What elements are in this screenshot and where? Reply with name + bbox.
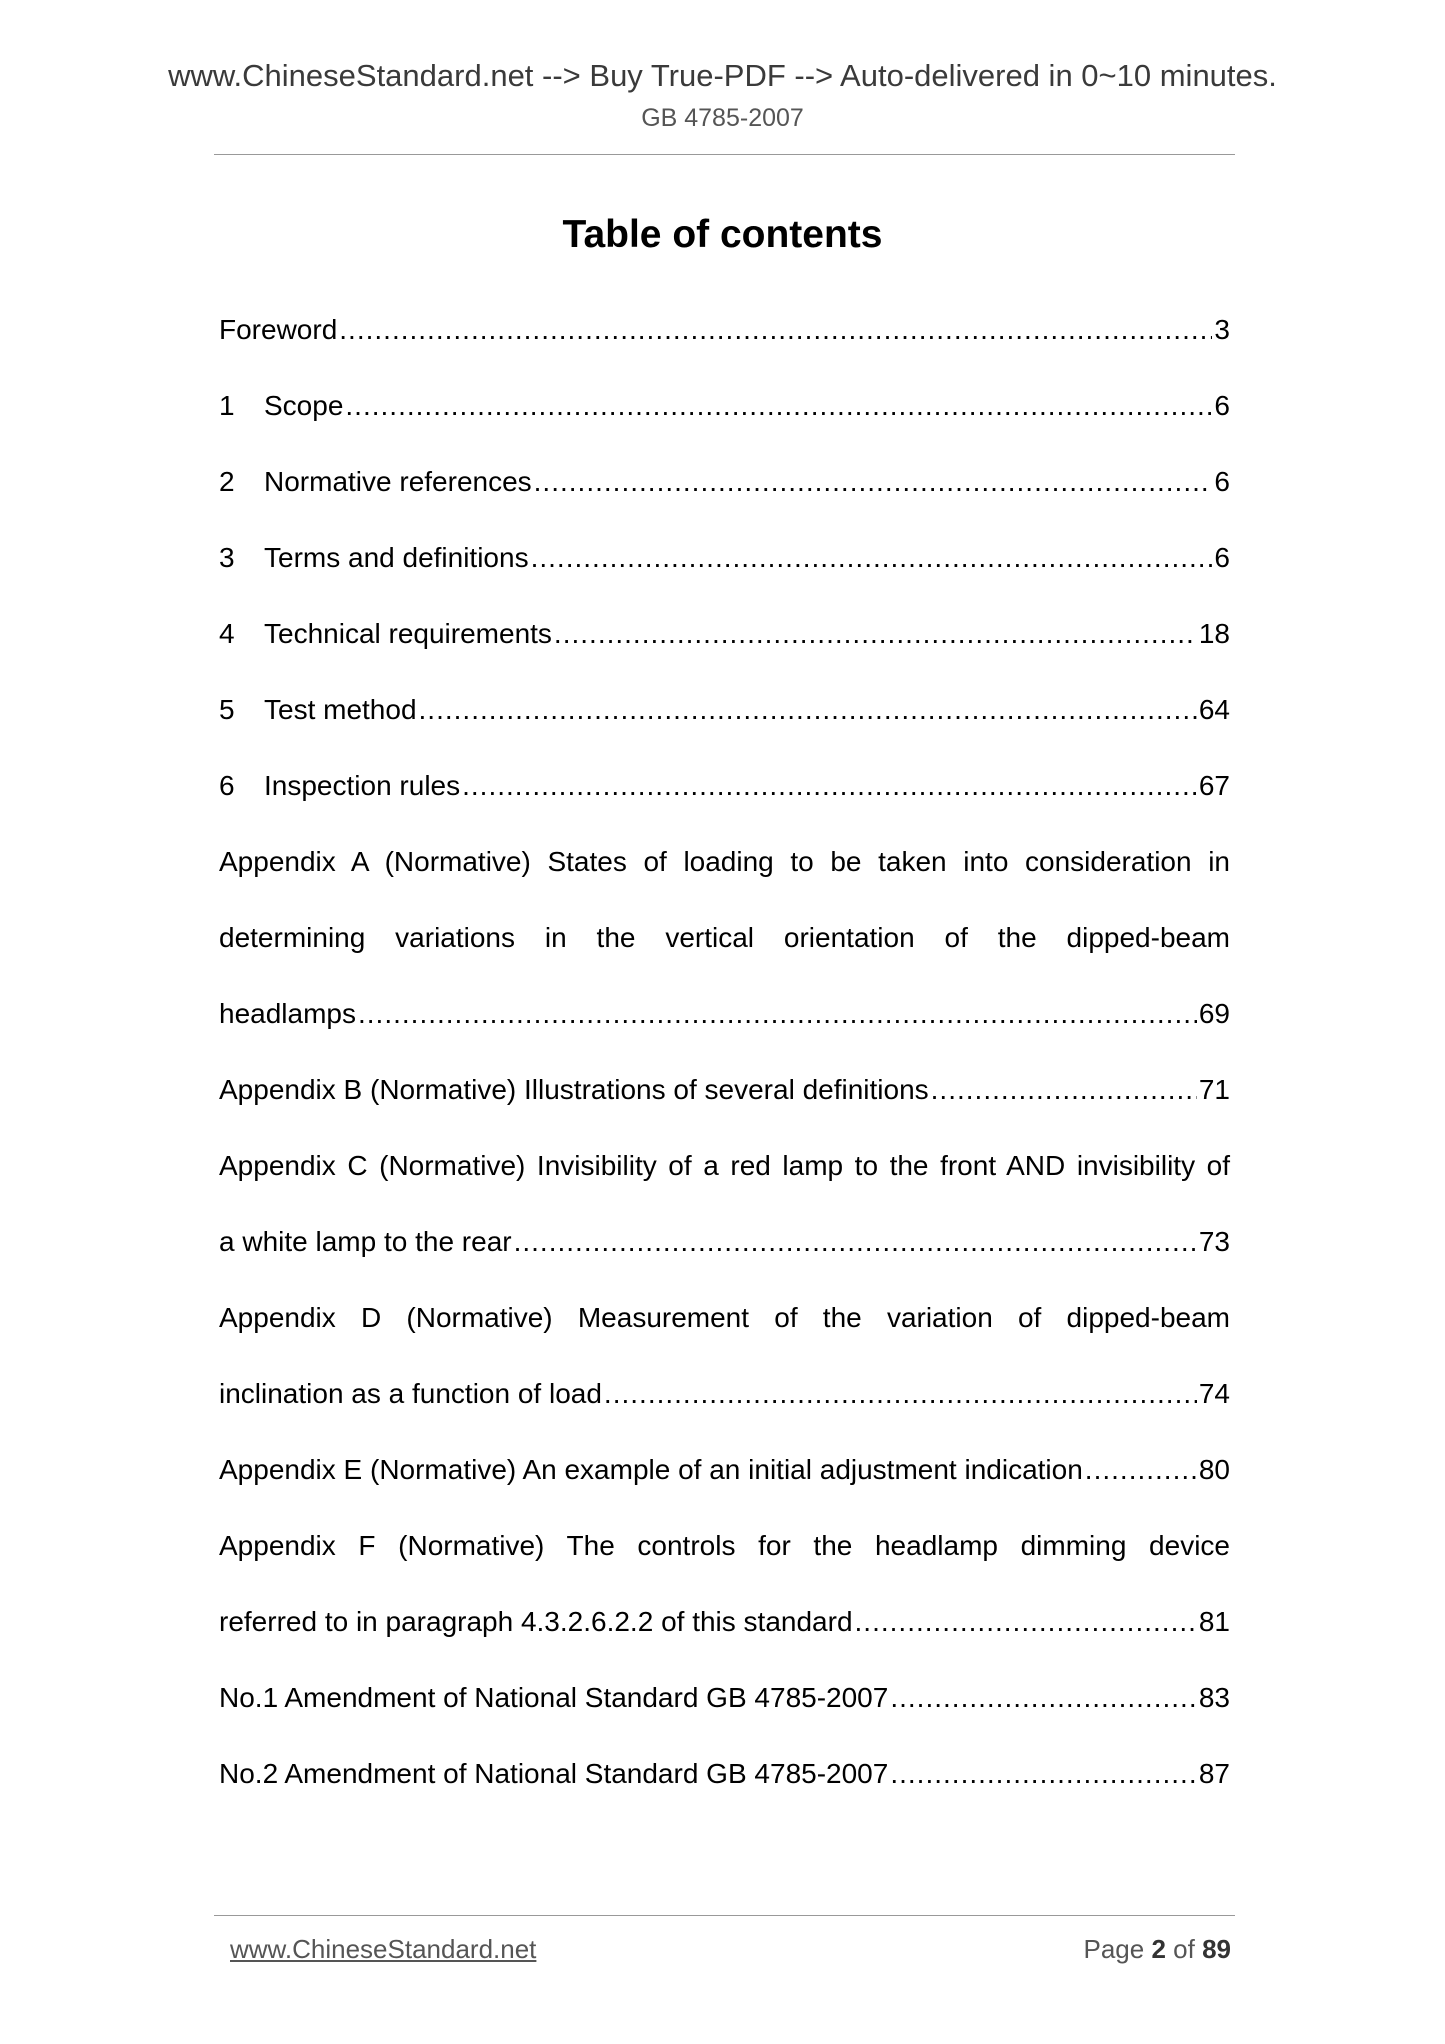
page-total: 89 [1202, 1934, 1231, 1964]
toc-label: Terms and definitions [264, 542, 529, 573]
toc-entry-appendix-c-line1[interactable]: Appendix C (Normative) Invisibility of a red lamp to the front AND invisibility of [219, 1150, 1230, 1181]
toc-page-number: 81 [1198, 1606, 1230, 1637]
toc-entry-appendix-a-line1[interactable]: Appendix A (Normative) States of loading to be taken into consideration in [219, 846, 1230, 877]
toc-leader [604, 1378, 1197, 1410]
toc-page-number: 64 [1198, 694, 1230, 725]
toc-leader [890, 1758, 1197, 1790]
page-current: 2 [1151, 1934, 1166, 1964]
page-prefix: Page [1083, 1934, 1145, 1964]
toc-label: referred to in paragraph 4.3.2.6.2.2 of this standard [219, 1606, 853, 1637]
toc-entry-test-method[interactable] [219, 672, 1230, 748]
toc-entry-inspection-rules[interactable] [219, 748, 1230, 824]
toc-entry-appendix-c[interactable] [219, 1204, 1230, 1280]
toc-entry-appendix-d-line1[interactable]: Appendix D (Normative) Measurement of the variation of dipped-beam [219, 1302, 1230, 1333]
toc-section-number: 6 [219, 770, 235, 801]
toc-label: Appendix E (Normative) An example of an initial adjustment indication [219, 1454, 1083, 1485]
toc-entry-normative-references[interactable] [219, 444, 1230, 520]
toc-page-number: 74 [1198, 1378, 1230, 1409]
toc-page-number: 6 [1214, 466, 1230, 497]
toc-leader [531, 542, 1213, 574]
header-standard-code: GB 4785-2007 [641, 104, 804, 132]
toc-page-number: 6 [1214, 542, 1230, 573]
toc-page-number: 69 [1198, 998, 1230, 1029]
toc-page-number: 87 [1198, 1758, 1230, 1789]
toc-leader [358, 998, 1197, 1030]
toc-page-number: 73 [1198, 1226, 1230, 1257]
footer-divider [214, 1915, 1235, 1916]
toc-leader [514, 1226, 1197, 1258]
toc-label: No.1 Amendment of National Standard GB 4785-2007 [219, 1682, 889, 1713]
toc-leader [339, 314, 1212, 346]
footer-site-link[interactable]: www.ChineseStandard.net [230, 1934, 537, 1964]
toc-section-number: 3 [219, 542, 235, 573]
toc-page-number: 80 [1198, 1454, 1230, 1485]
toc-entry-appendix-a-line2[interactable]: determining variations in the vertical orientation of the dipped-beam [219, 922, 1230, 953]
toc-leader [345, 390, 1212, 422]
toc-entry-appendix-d[interactable] [219, 1356, 1230, 1432]
toc-label: inclination as a function of load [219, 1378, 602, 1409]
toc-entry-scope[interactable] [219, 368, 1230, 444]
toc-entry-technical-requirements[interactable] [219, 596, 1230, 672]
toc-label: Technical requirements [264, 618, 552, 649]
toc-entry-amendment-2[interactable] [219, 1736, 1230, 1812]
toc-leader [855, 1606, 1197, 1638]
toc-page-number: 18 [1198, 618, 1230, 649]
toc-entry-foreword[interactable] [219, 292, 1230, 368]
toc-label: No.2 Amendment of National Standard GB 4785-2007 [219, 1758, 889, 1789]
toc-page-number: 6 [1214, 390, 1230, 421]
toc-label: a white lamp to the rear [219, 1226, 512, 1257]
toc-label: Scope [264, 390, 344, 421]
toc-entry-appendix-a[interactable] [219, 976, 1230, 1052]
toc-leader [534, 466, 1213, 498]
toc-entry-appendix-e[interactable] [219, 1432, 1230, 1508]
toc-entry-terms-definitions[interactable] [219, 520, 1230, 596]
page-title: Table of contents [562, 213, 883, 256]
page-of: of [1173, 1934, 1195, 1964]
toc-page-number: 83 [1198, 1682, 1230, 1713]
toc-section-number: 2 [219, 466, 235, 497]
toc-leader [554, 618, 1197, 650]
toc-leader [1085, 1454, 1197, 1486]
toc-label: Inspection rules [264, 770, 461, 801]
toc-entry-appendix-f-line1[interactable]: Appendix F (Normative) The controls for the headlamp dimming device [219, 1530, 1230, 1561]
toc-entry-amendment-1[interactable] [219, 1660, 1230, 1736]
footer-page-indicator [1083, 1934, 1231, 1965]
toc-section-number: 5 [219, 694, 235, 725]
toc-label: Test method [264, 694, 417, 725]
toc-page-number: 3 [1214, 314, 1230, 345]
header-divider [214, 154, 1235, 155]
toc-label: Foreword [219, 314, 338, 345]
toc-entry-appendix-b[interactable] [219, 1052, 1230, 1128]
toc-leader [890, 1682, 1197, 1714]
toc-section-number: 4 [219, 618, 235, 649]
toc-label: Normative references [264, 466, 532, 497]
table-of-contents [219, 292, 1230, 1812]
toc-page-number: 71 [1198, 1074, 1230, 1105]
toc-section-number: 1 [219, 390, 235, 421]
toc-leader [462, 770, 1197, 802]
toc-page-number: 67 [1198, 770, 1230, 801]
header-site-banner: www.ChineseStandard.net --> Buy True-PDF --> Auto-delivered in 0~10 minutes. [168, 58, 1277, 93]
toc-label: Appendix B (Normative) Illustrations of several definitions [219, 1074, 929, 1105]
toc-leader [931, 1074, 1197, 1106]
toc-leader [419, 694, 1197, 726]
toc-entry-appendix-f[interactable] [219, 1584, 1230, 1660]
toc-label: headlamps [219, 998, 356, 1029]
